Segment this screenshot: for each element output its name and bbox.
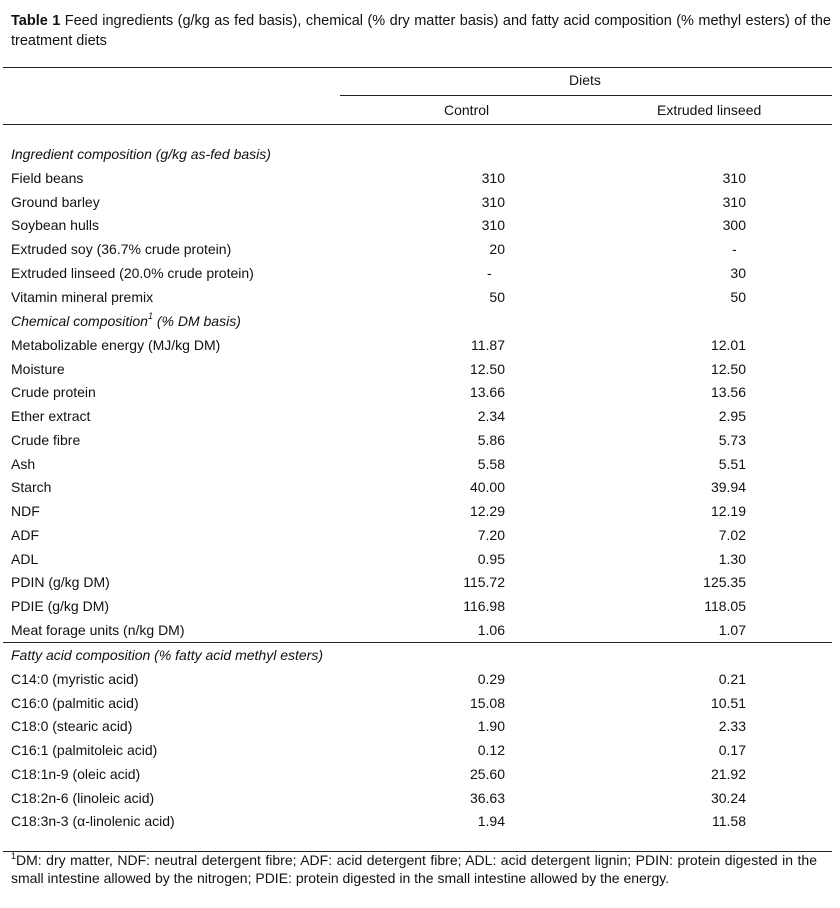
extruded-linseed-value: 30.24 (710, 789, 746, 806)
row-label: Soybean hulls (11, 217, 99, 234)
section-footnote-marker: 1 (147, 311, 153, 321)
section-heading (11, 645, 831, 665)
table-row (11, 740, 831, 760)
extruded-linseed-value: 310 (722, 193, 746, 210)
extruded-linseed-value: 300 (722, 217, 746, 234)
column-header-control: Control (444, 102, 490, 118)
section-rule (3, 642, 832, 643)
table-row (11, 501, 831, 521)
extruded-linseed-value: 39.94 (710, 479, 746, 496)
section-title: Chemical composition (11, 313, 148, 329)
table-row (11, 454, 831, 474)
extruded-linseed-value: 2.33 (718, 718, 746, 735)
table-row (11, 359, 831, 379)
extruded-linseed-value: 0.17 (718, 742, 746, 758)
row-label: Starch (11, 479, 52, 496)
table-row (11, 215, 831, 235)
extruded-linseed-value: 5.51 (718, 455, 746, 472)
extruded-linseed-value: 5.73 (718, 431, 746, 448)
control-value: 310 (481, 169, 505, 186)
extruded-linseed-value: 12.19 (710, 503, 746, 519)
control-value: 116.98 (463, 598, 505, 614)
control-value: 11.87 (471, 336, 505, 353)
row-label: Extruded linseed (20.0% crude protein) (11, 264, 254, 281)
table-row (11, 168, 831, 188)
row-label: ADL (11, 550, 39, 567)
table-row (11, 620, 831, 640)
table-row (11, 525, 831, 545)
extruded-linseed-value: 30 (730, 264, 746, 281)
row-label: Moisture (11, 360, 65, 377)
control-value: 1.06 (477, 621, 505, 638)
table-label: Table 1 (11, 13, 61, 29)
row-label: C18:3n-3 (α-linolenic acid) (11, 813, 175, 830)
control-value: 0.12 (477, 742, 505, 758)
control-value: 40.00 (469, 479, 505, 496)
extruded-linseed-value: 21.92 (710, 765, 746, 782)
table-row (11, 430, 831, 450)
row-label: Crude protein (11, 384, 96, 401)
control-value: 0.95 (477, 550, 505, 567)
row-label: Metabolizable energy (MJ/kg DM) (11, 336, 221, 353)
row-label: ADF (11, 526, 39, 543)
row-label: NDF (11, 503, 40, 519)
extruded-linseed-value: 0.21 (718, 670, 746, 687)
section-heading (11, 144, 831, 164)
extruded-linseed-value: 1.07 (718, 621, 746, 638)
extruded-linseed-value: 7.02 (718, 526, 746, 543)
row-label: C18:2n-6 (linoleic acid) (11, 789, 155, 806)
section-title: Ingredient composition (g/kg as-fed basis) (11, 146, 271, 162)
table-row (11, 669, 831, 689)
row-label: Extruded soy (36.7% crude protein) (11, 241, 232, 257)
row-label: Ash (11, 455, 36, 472)
row-label: Vitamin mineral premix (11, 288, 154, 305)
section-title: Fatty acid composition (% fatty acid methyl esters) (11, 647, 323, 663)
extruded-linseed-value: 13.56 (710, 384, 746, 401)
control-value: - (487, 264, 492, 281)
control-value: 1.94 (477, 813, 505, 830)
table-row (11, 788, 831, 808)
table-row (11, 572, 831, 592)
section-title-suffix: (% DM basis) (152, 313, 241, 329)
control-value: 25.60 (469, 765, 505, 782)
control-value: 115.72 (463, 574, 505, 591)
extruded-linseed-value: 125.35 (703, 574, 746, 591)
table-row (11, 263, 831, 283)
footnote-marker: 1 (11, 851, 17, 861)
table-caption (11, 11, 831, 51)
table-row (11, 596, 831, 616)
table-row (11, 811, 831, 831)
table-row (11, 693, 831, 713)
table-row (11, 192, 831, 212)
row-label: Ether extract (11, 408, 91, 424)
table-row (11, 406, 831, 426)
control-value: 20 (489, 241, 505, 257)
control-value: 2.34 (477, 408, 505, 424)
control-value: 7.20 (477, 526, 505, 543)
table-row (11, 382, 831, 402)
extruded-linseed-value: 118.05 (704, 598, 746, 614)
control-value: 0.29 (477, 670, 505, 687)
control-value: 50 (489, 288, 505, 305)
table-row (11, 764, 831, 784)
row-label: C14:0 (myristic acid) (11, 670, 139, 687)
table-row (11, 287, 831, 307)
extruded-linseed-value: 50 (730, 288, 746, 305)
control-value: 310 (481, 217, 505, 234)
diets-header: Diets (569, 72, 601, 88)
control-value: 36.63 (469, 789, 505, 806)
row-label: C18:1n-9 (oleic acid) (11, 765, 141, 782)
extruded-linseed-value: 11.58 (712, 813, 746, 830)
control-value: 12.50 (469, 360, 505, 377)
column-header-extruded-linseed: Extruded linseed (657, 102, 762, 118)
top-rule (3, 67, 832, 68)
extruded-linseed-value: 12.50 (710, 360, 746, 377)
row-label: PDIN (g/kg DM) (11, 574, 110, 591)
header-rule (3, 124, 832, 125)
footnote (11, 851, 817, 887)
table-row (11, 716, 831, 736)
row-label: Ground barley (11, 193, 100, 210)
control-value: 13.66 (469, 384, 505, 401)
control-value: 5.86 (477, 431, 505, 448)
extruded-linseed-value: 12.01 (710, 336, 746, 353)
control-value: 1.90 (477, 718, 505, 735)
extruded-linseed-value: 10.51 (710, 694, 746, 711)
extruded-linseed-value: 310 (722, 169, 746, 186)
extruded-linseed-value: 2.95 (718, 408, 746, 424)
row-label: C16:0 (palmitic acid) (11, 694, 139, 711)
row-label: PDIE (g/kg DM) (11, 598, 110, 614)
row-label: C18:0 (stearic acid) (11, 718, 133, 735)
row-label: Crude fibre (11, 431, 81, 448)
footnote-text: DM: dry matter, NDF: neutral detergent fibre; ADF: acid detergent fibre; ADL: acid detergent lignin; PDIN: protein digested in the small intestine allowed by the nitrogen; PDIE: protein digested in the small intestine allowed by the energy. (11, 852, 817, 886)
control-value: 12.29 (469, 503, 505, 519)
diets-rule (340, 95, 832, 96)
table-row (11, 335, 831, 355)
control-value: 5.58 (477, 455, 505, 472)
caption-text: Feed ingredients (g/kg as fed basis), chemical (% dry matter basis) and fatty acid composition (% methyl esters) of the treatment diets (11, 13, 831, 49)
control-value: 310 (481, 193, 505, 210)
row-label: C16:1 (palmitoleic acid) (11, 742, 158, 758)
row-label: Field beans (11, 169, 84, 186)
control-value: 15.08 (469, 694, 505, 711)
table-row (11, 239, 831, 259)
section-heading (11, 311, 831, 331)
extruded-linseed-value: - (732, 241, 737, 257)
table-row (11, 549, 831, 569)
row-label: Meat forage units (n/kg DM) (11, 621, 185, 638)
extruded-linseed-value: 1.30 (718, 550, 746, 567)
table-row (11, 477, 831, 497)
